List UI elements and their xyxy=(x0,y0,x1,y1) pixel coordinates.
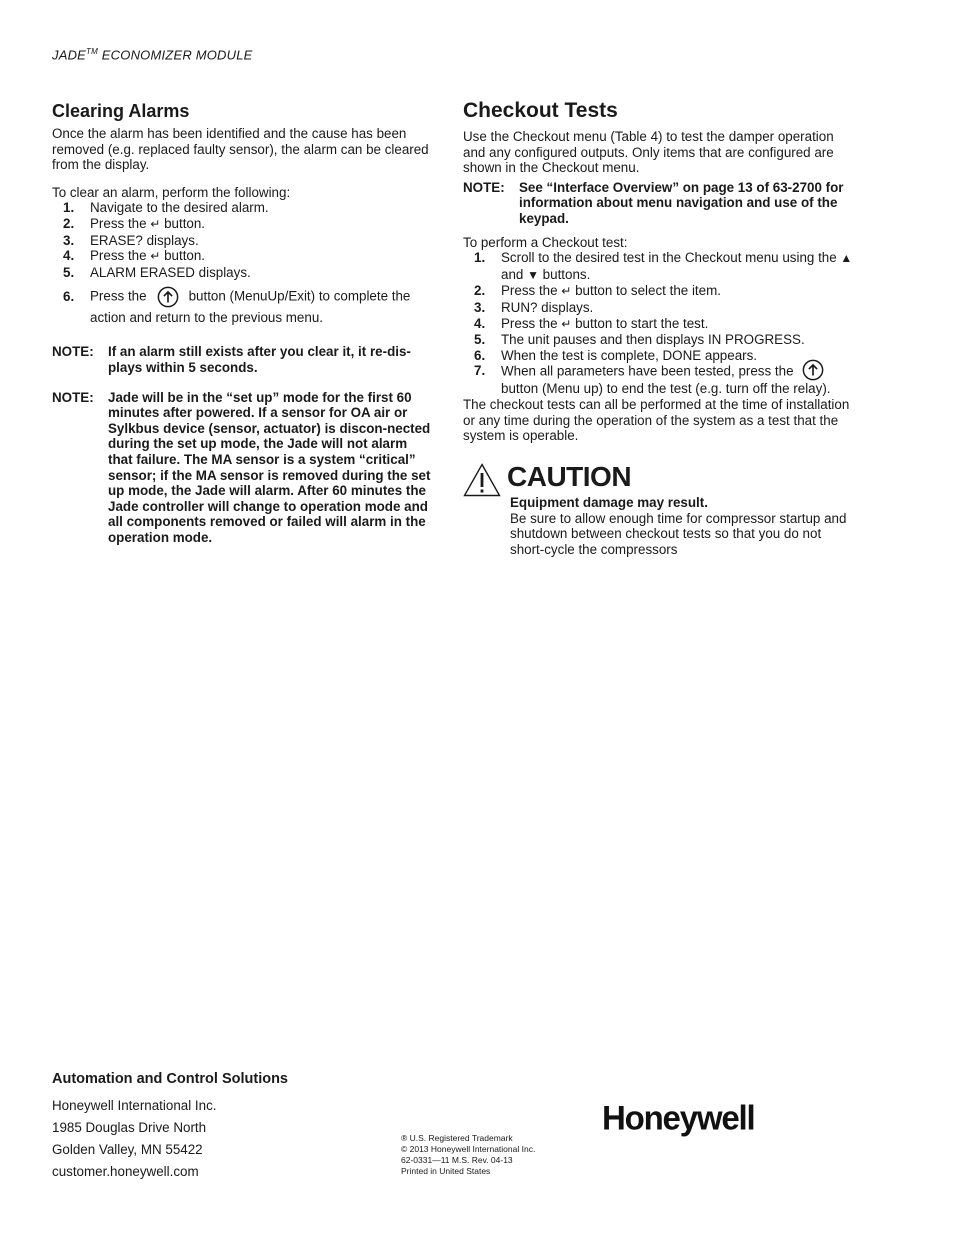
footer-fine-print: ® U.S. Registered Trademark © 2013 Honeywell International Inc. 62-0331—11 M.S. Rev. 04-13 Printed in United States xyxy=(401,1133,536,1176)
address-line: Golden Valley, MN 55422 xyxy=(52,1142,203,1157)
list-item: 5. The unit pauses and then displays IN PROGRESS. xyxy=(474,332,805,348)
down-arrow-icon: ▼ xyxy=(527,267,539,282)
list-item: 2. Press the ↵ button to select the item. xyxy=(474,283,721,299)
header-module: ECONOMIZER MODULE xyxy=(97,47,253,63)
checkout-steps xyxy=(463,250,855,397)
list-item: 3. ERASE? displays. xyxy=(63,232,199,248)
list-item: 6. Press the button (MenuUp/Exit) to complete the action and return to the previous menu. xyxy=(52,286,432,328)
checkout-outro: The checkout tests can all be performed at the time of installation or any time during the operation of the system as a test that the system is operable. xyxy=(463,396,850,444)
website-link[interactable]: customer.honeywell.com xyxy=(52,1164,199,1179)
enter-icon: ↵ xyxy=(561,316,572,331)
clearing-note-1: NOTE: If an alarm still exists after you clear it, it re-dis-plays within 5 seconds. xyxy=(52,344,411,375)
list-item: 4. Press the ↵ button to start the test. xyxy=(474,315,709,331)
enter-icon: ↵ xyxy=(150,216,161,231)
enter-icon: ↵ xyxy=(150,249,161,264)
list-item: 1. Navigate to the desired alarm. xyxy=(63,200,269,216)
list-item: 2. Press the ↵ button. xyxy=(63,215,206,231)
enter-icon: ↵ xyxy=(561,284,572,299)
address-line: Honeywell International Inc. xyxy=(52,1098,217,1113)
checkout-note: NOTE: See “Interface Overview” on page 13 of 63-2700 for information about menu navigation and use of the keypad. xyxy=(463,179,844,226)
honeywell-logo: Honeywell xyxy=(602,1098,755,1137)
clearing-alarms-title: Clearing Alarms xyxy=(52,101,190,121)
list-item: 7. When all parameters have been tested, press the button (Menu up) to end the test (e.g. turn off the relay). xyxy=(463,363,855,397)
list-item: 1. Scroll to the desired test in the Checkout menu using the ▲ and ▼ buttons. xyxy=(474,250,853,282)
caution-body xyxy=(510,495,855,557)
clearing-intro: Once the alarm has been identified and the cause has been removed (e.g. replaced faulty sensor), the alarm can be cleared from the display. xyxy=(52,126,429,173)
page-header xyxy=(52,47,253,62)
clearing-lead: To clear an alarm, perform the following: xyxy=(52,184,291,200)
footer-address xyxy=(52,1071,288,1183)
list-item: 4. Press the ↵ button. xyxy=(63,248,206,264)
caution-text: Be sure to allow enough time for compressor startup and shutdown between checkout tests so that you do not short-cycle the compressors xyxy=(510,510,847,557)
trademark-mark: TM xyxy=(86,47,98,56)
checkout-intro: Use the Checkout menu (Table 4) to test the damper operation and any configured outputs. Only items that are configured are shown in the Checkout menu. xyxy=(463,129,834,176)
footer-title: Automation and Control Solutions xyxy=(52,1071,289,1087)
checkout-lead: To perform a Checkout test: xyxy=(463,234,628,250)
list-item: 5. ALARM ERASED displays. xyxy=(63,264,251,280)
checkout-tests-section xyxy=(463,98,855,444)
warning-triangle-icon xyxy=(463,463,501,497)
list-item: 6. When the test is complete, DONE appears. xyxy=(474,347,758,363)
caution-subtitle: Equipment damage may result. xyxy=(510,495,708,510)
clearing-note-2: NOTE: Jade will be in the “set up” mode for the first 60 minutes after powered. If a sensor for OA air or Sylkbus device (sensor, actuator) is discon-nected during the set up mode, the Jade will not alarm that failure. The MA sensor is a system “critical” sensor; if the MA sensor is removed during the set up mode, the Jade will alarm. After 60 minutes the Jade controller will change to operation mode and all components removed or failed will alarm in the operation mode. xyxy=(52,389,431,545)
checkout-tests-title: Checkout Tests xyxy=(463,99,618,122)
caution-title: CAUTION xyxy=(507,461,632,492)
header-brand: JADE xyxy=(52,47,87,63)
clearing-steps xyxy=(52,200,432,328)
up-arrow-icon: ▲ xyxy=(840,251,853,266)
menu-up-icon xyxy=(157,286,179,308)
address-line: 1985 Douglas Drive North xyxy=(52,1120,207,1135)
menu-up-icon xyxy=(802,359,824,381)
clearing-alarms-section xyxy=(52,100,432,545)
list-item: 3. RUN? displays. xyxy=(474,299,594,315)
